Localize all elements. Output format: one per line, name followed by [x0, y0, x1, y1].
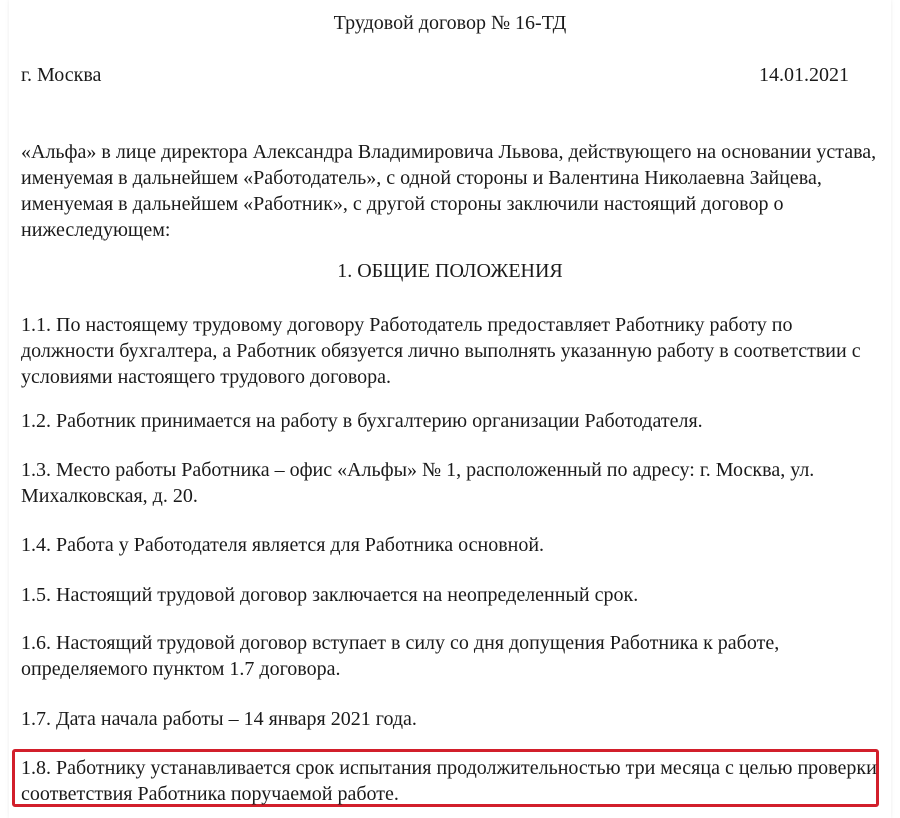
preamble-paragraph: «Альфа» в лице директора Александра Владимировича Львова, действующего на основании устава, именуемая в дальнейшем «Работодатель», с одной стороны и Валентина Николаевна Зайцева, именуемая в дальнейшем «Работник», с другой стороны заключили настоящий договор о нижеследующем: — [21, 141, 877, 241]
contract-city: г. Москва — [21, 64, 102, 86]
clause-1-2: 1.2. Работник принимается на работу в бухгалтерию организации Работодателя. — [21, 410, 703, 432]
contract-date: 14.01.2021 — [759, 64, 849, 86]
clause-1-8: 1.8. Работнику устанавливается срок испытания продолжительностью три месяца с целью проверки соответствия Работника поручаемой работе. — [21, 757, 877, 805]
document-page — [9, 0, 891, 818]
contract-title: Трудовой договор № 16-ТД — [333, 12, 567, 34]
clause-1-7: 1.7. Дата начала работы – 14 января 2021 года. — [21, 708, 417, 730]
clause-1-6: 1.6. Настоящий трудовой договор вступает в силу со дня допущения Работника к работе, определяемого пунктом 1.7 договора. — [21, 632, 780, 680]
clause-1-4: 1.4. Работа у Работодателя является для Работника основной. — [21, 534, 545, 556]
clause-1-3: 1.3. Место работы Работника – офис «Альфы» № 1, расположенный по адресу: г. Москва, ул. Михалковская, д. 20. — [21, 459, 815, 507]
clause-1-5: 1.5. Настоящий трудовой договор заключается на неопределенный срок. — [21, 584, 639, 606]
section-heading: 1. ОБЩИЕ ПОЛОЖЕНИЯ — [337, 260, 563, 282]
clause-1-1: 1.1. По настоящему трудовому договору Работодатель предоставляет Работнику работу по должности бухгалтера, а Работник обязуется лично выполнять указанную работу в соответствии с условиями настоящего трудового договора. — [21, 314, 861, 388]
